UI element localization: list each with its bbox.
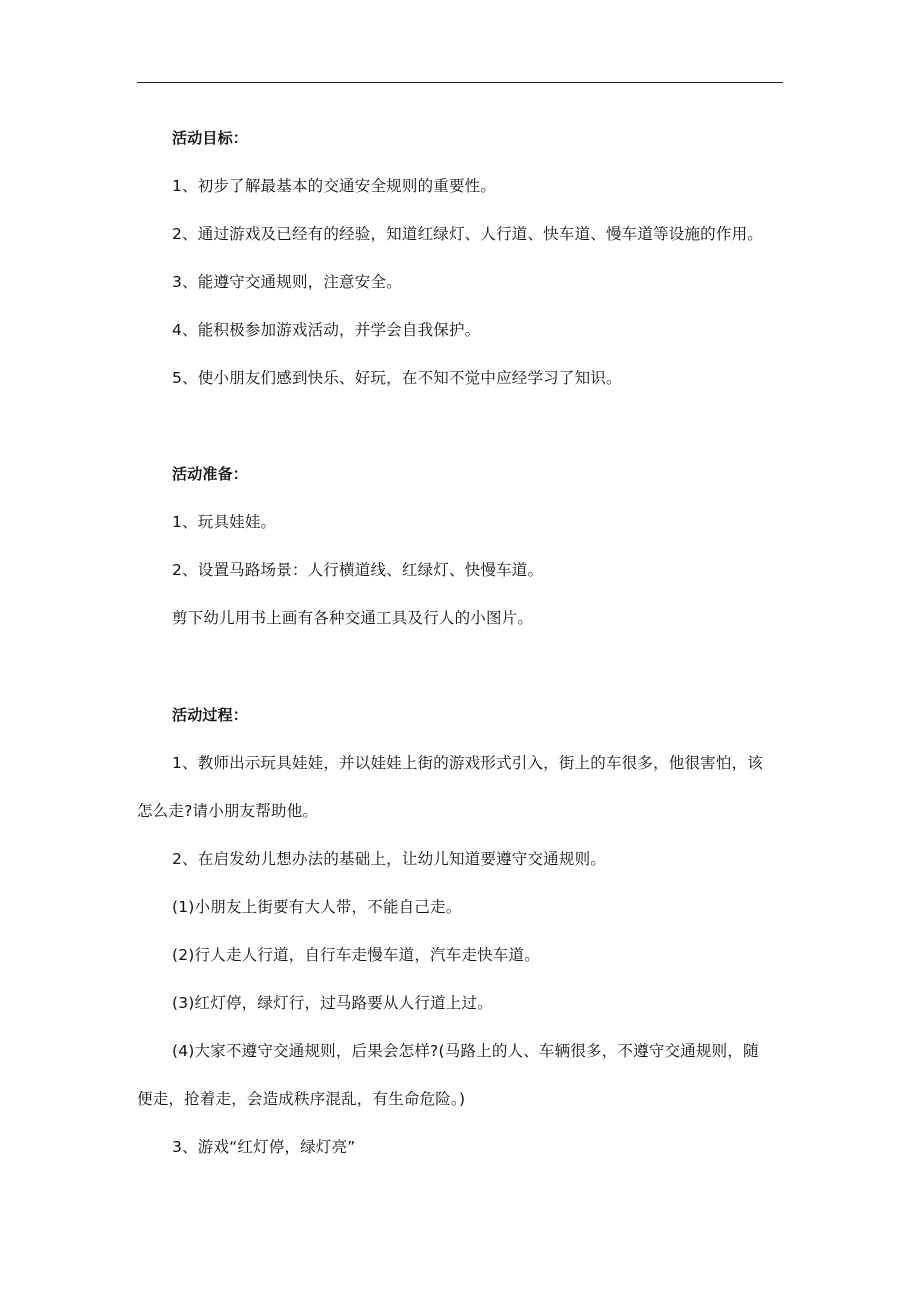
prep-item-1: 1、玩具娃娃。 bbox=[172, 513, 277, 531]
process-sub-item-2: (2)行人走人行道，自行车走慢车道，汽车走快车道。 bbox=[172, 946, 540, 964]
process-item-2: 2、在启发幼儿想办法的基础上，让幼儿知道要遵守交通规则。 bbox=[172, 850, 606, 868]
process-item-1: 1、教师出示玩具娃娃，并以娃娃上街的游戏形式引入，街上的车很多，他很害怕，该 bbox=[172, 754, 763, 772]
prep-item-2: 2、设置马路场景：人行横道线、红绿灯、快慢车道。 bbox=[172, 561, 544, 579]
section-heading-process: 活动过程： bbox=[172, 706, 249, 724]
goal-item-1: 1、初步了解最基本的交通安全规则的重要性。 bbox=[172, 177, 497, 195]
prep-item-3: 剪下幼儿用书上画有各种交通工具及行人的小图片。 bbox=[172, 609, 534, 627]
goal-item-5: 5、使小朋友们感到快乐、好玩，在不知不觉中应经学习了知识。 bbox=[172, 369, 622, 387]
goal-item-2: 2、通过游戏及已经有的经验，知道红绿灯、人行道、快车道、慢车道等设施的作用。 bbox=[172, 225, 763, 243]
process-sub-item-4-cont: 便走，抢着走，会造成秩序混乱，有生命危险。) bbox=[137, 1090, 466, 1108]
section-heading-goals: 活动目标： bbox=[172, 129, 249, 147]
process-sub-item-3: (3)红灯停，绿灯行，过马路要从人行道上过。 bbox=[172, 994, 493, 1012]
section-heading-preparation: 活动准备： bbox=[172, 465, 249, 483]
process-item-3: 3、游戏“红灯停，绿灯亮” bbox=[172, 1138, 356, 1156]
process-sub-item-1: (1)小朋友上街要有大人带，不能自己走。 bbox=[172, 898, 462, 916]
header-divider bbox=[137, 82, 783, 83]
process-item-1-cont: 怎么走?请小朋友帮助他。 bbox=[137, 802, 319, 820]
goal-item-3: 3、能遵守交通规则，注意安全。 bbox=[172, 273, 402, 291]
process-sub-item-4: (4)大家不遵守交通规则，后果会怎样?(马路上的人、车辆很多，不遵守交通规则，随 bbox=[172, 1042, 759, 1060]
goal-item-4: 4、能积极参加游戏活动，并学会自我保护。 bbox=[172, 321, 481, 339]
